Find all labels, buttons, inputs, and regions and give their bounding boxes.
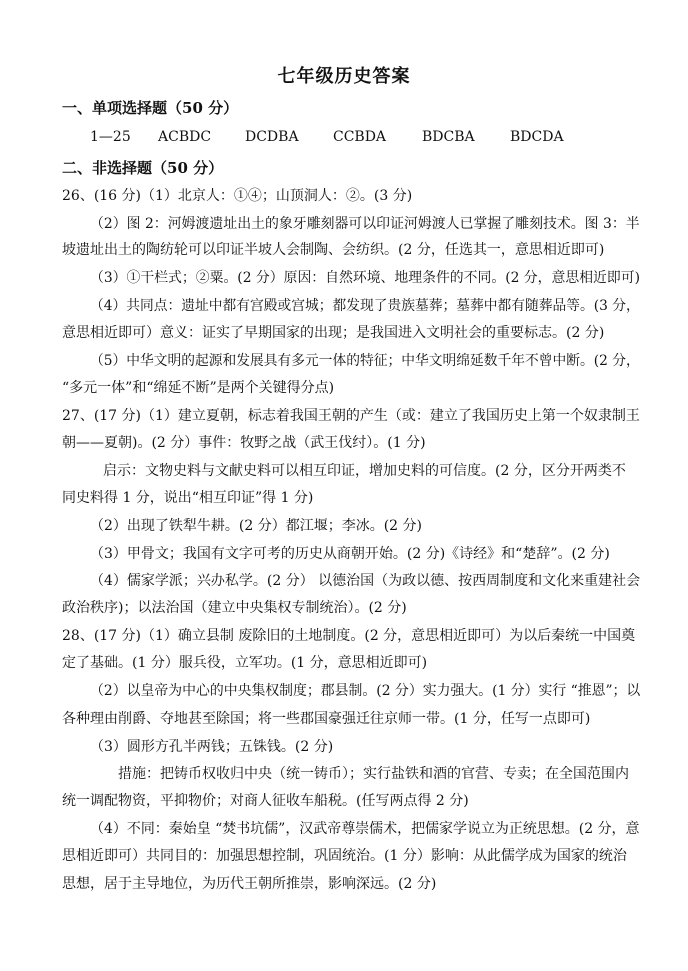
answer-line: （2）图 2：河姆渡遗址出土的象牙雕刻器可以印证河姆渡人已掌握了雕刻技术。图 3：半 (90, 216, 640, 232)
mc-group-2: DCDBA (245, 129, 299, 145)
answer-line: （3）圆形方孔半两钱；五铢钱。(2 分) (90, 739, 334, 755)
answer-line: （4）不同：秦始皇 “焚书坑儒”，汉武帝尊崇儒术，把儒家学说立为正统思想。(2 分，意 (90, 821, 640, 837)
multiple-choice-answers (90, 129, 564, 145)
answer-line: 措施：把铸币权收归中央（统一铸币）；实行盐铁和酒的官营、专卖；在全国范围内 (118, 766, 629, 782)
answer-line: （2）出现了铁犁牛耕。(2 分）都江堰；李冰。(2 分) (90, 518, 423, 534)
answer-line: 意思相近即可）意义：证实了早期国家的出现；是我国进入文明社会的重要标志。(2 分) (62, 325, 605, 341)
answer-line: （4）儒家学派；兴办私学。(2 分） 以德治国（为政以德、按西周制度和文化来重建社会 (90, 573, 641, 589)
mc-group-5: BDCDA (510, 129, 564, 145)
answer-line: （3）甲骨文；我国有文字可考的历史从商朝开始。(2 分)《诗经》和“楚辞”。(2 分) (90, 546, 610, 562)
answer-line: 思相近即可）共同目的：加强思想控制，巩固统治。(1 分）影响：从此儒学成为国家的统治 (62, 848, 627, 864)
answer-line: （3）①干栏式；②粟。(2 分）原因：自然环境、地理条件的不同。(2 分，意思相近即可) (90, 270, 641, 286)
page-title: 七年级历史答案 (277, 66, 411, 87)
answer-line: 启示：文物史料与文献史料可以相互印证，增加史料的可信度。(2 分，区分开两类不 (103, 463, 626, 479)
answer-line: “多元一体”和“绵延不断”是两个关键得分点) (62, 380, 335, 396)
answer-line: 坡遗址出土的陶纺轮可以印证半坡人会制陶、会纺织。(2 分，任选其一，意思相近即可) (62, 242, 605, 258)
answer-line: （5）中华文明的起源和发展具有多元一体的特征；中华文明绵延数千年不曾中断。(2 分， (90, 353, 640, 369)
answer-line: 28、(17 分)（1）确立县制 废除旧的土地制度。(2 分，意思相近即可）为以后秦统一中国奠 (62, 628, 636, 644)
answer-line: 27、(17 分)（1）建立夏朝，标志着我国王朝的产生（或：建立了我国历史上第一个奴隶制王 (62, 408, 640, 424)
mc-group-4: BDCBA (422, 129, 475, 145)
mc-range: 1—25 (90, 129, 131, 145)
answer-line: 政治秩序)；以法治国（建立中央集权专制统治）。(2 分) (62, 600, 407, 616)
section2-heading: 二、非选择题（50 分） (62, 159, 224, 177)
answer-line: 26、(16 分)（1）北京人：①④；山顶洞人：②。(3 分) (62, 188, 413, 204)
mc-group-3: CCBDA (333, 129, 387, 145)
answer-line: 朝——夏朝)。(2 分）事件：牧野之战（武王伐纣）。(1 分) (62, 435, 426, 451)
answer-line: 思想，居于主导地位，为历代王朝所推崇，影响深远。(2 分) (62, 876, 437, 892)
answer-line: 各种理由削爵、夺地甚至除国；将一些郡国豪强迁往京师一带。(1 分，任写一点即可) (62, 711, 591, 727)
answer-line: （2）以皇帝为中心的中央集权制度；郡县制。(2 分）实力强大。(1 分）实行 “推恩”；以 (90, 683, 641, 699)
answer-line: 定了基础。(1 分）服兵役，立军功。(1 分，意思相近即可) (62, 655, 428, 671)
mc-group-1: ACBDC (158, 129, 212, 145)
answer-line: 统一调配物资，平抑物价；对商人征收车船税。(任写两点得 2 分) (62, 793, 469, 809)
answer-line: 同史料得 1 分，说出“相互印证”得 1 分) (62, 490, 314, 506)
answer-line: （4）共同点：遗址中都有宫殿或宫城；都发现了贵族墓葬；墓葬中都有随葬品等。(3 分， (90, 298, 640, 314)
section1-heading: 一、单项选择题（50 分） (62, 99, 239, 117)
